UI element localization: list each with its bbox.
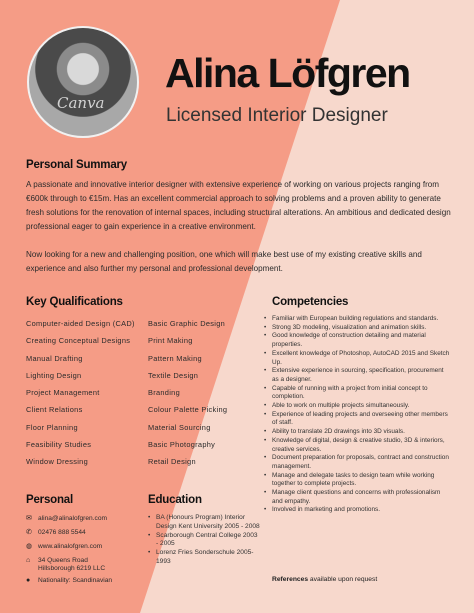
contact-phone[interactable] — [26, 529, 138, 537]
references-text: available upon request — [308, 576, 378, 583]
profile-photo — [27, 26, 139, 138]
qualifications-right-column — [148, 315, 227, 471]
competency-item: • Manage client questions and concerns with professionalism and empathy. — [262, 489, 452, 506]
education-heading: Education — [148, 494, 202, 506]
references-note — [272, 576, 377, 583]
qualification-item: Client Relations — [26, 405, 83, 415]
competency-item: • Familiar with European building regulations and standards. — [262, 315, 452, 324]
person-icon: ● — [26, 577, 31, 584]
contact-address-text: 34 Queens Road Hillsborough 6219 LLC — [38, 557, 106, 572]
qualification-item: Basic Graphic Design — [148, 319, 226, 328]
competency-item: • Good knowledge of construction detailing and material properties. — [262, 332, 452, 349]
competency-item: • Experience of leading projects and overseeing other members of staff. — [262, 411, 452, 428]
contact-phone-text: 02476 888 5544 — [38, 529, 86, 536]
qualification-item: Manual Drafting — [26, 353, 83, 363]
qualifications-left-column — [26, 315, 135, 471]
qualification-item: Lighting Design — [26, 370, 82, 380]
education-item: • BA (Honours Program) Interior Design Kent University 2005 - 2008 — [148, 514, 260, 532]
competency-item: • Ability to translate 2D drawings into 3D visuals. — [262, 428, 452, 437]
contact-nationality — [26, 577, 138, 585]
candidate-title: Licensed Interior Designer — [166, 105, 388, 126]
location-icon: ⌂ — [26, 557, 31, 564]
qualification-item: Colour Palette Picking — [148, 405, 228, 415]
education-list — [148, 514, 260, 567]
competency-item: • Extensive experience in sourcing, specification, procurement as a designer. — [262, 367, 452, 384]
qualification-item: Retail Design — [148, 457, 196, 467]
summary-paragraph-2: Now looking for a new and challenging position, one which will make best use of my existing creative skills and experience and also further my personal and professional development. — [26, 250, 422, 273]
competency-item: • Excellent knowledge of Photoshop, AutoCAD 2015 and Sketch Up. — [262, 350, 452, 367]
competencies-heading: Competencies — [272, 296, 349, 308]
phone-icon: ✆ — [26, 529, 32, 536]
envelope-icon: ✉ — [26, 515, 32, 522]
photo-watermark: Canva — [57, 94, 105, 112]
qualification-item: Creating Conceptual Designs — [26, 336, 131, 346]
personal-heading: Personal — [26, 494, 73, 506]
competency-item: • Document preparation for proposals, contract and construction management. — [262, 454, 452, 471]
qualification-item: Print Making — [148, 336, 193, 346]
competency-item: • Capable of running with a project from initial concept to completion. — [262, 385, 452, 402]
contact-email[interactable] — [26, 515, 138, 523]
contact-website-text: www.alinalofgren.com — [38, 543, 103, 550]
personal-contact-list — [26, 515, 138, 585]
competency-item: • Involved in marketing and promotions. — [262, 506, 452, 515]
contact-address — [26, 557, 138, 573]
contact-website[interactable] — [26, 543, 138, 551]
qualification-item: Floor Planning — [26, 422, 78, 432]
qualification-item: Material Sourcing — [148, 422, 211, 432]
contact-email-text: alina@alinalofgren.com — [38, 515, 108, 522]
competency-item: • Manage and delegate tasks to design team while working together to complete projects. — [262, 472, 452, 489]
qualifications-heading: Key Qualifications — [26, 296, 123, 308]
qualification-item: Textile Design — [148, 370, 199, 380]
qualification-item: Computer-aided Design (CAD) — [26, 319, 135, 328]
competency-item: • Able to work on multiple projects simultaneously. — [262, 402, 452, 411]
references-label: References — [272, 576, 309, 583]
qualification-item: Window Dressing — [26, 457, 89, 467]
summary-paragraph-1: A passionate and innovative interior designer with extensive experience of working on various projects ranging from €600k through to €15m. Has an excellent commercial approach to solving problems and a proven ability to generate fresh solutions for the renovation of internal spaces, including structural alterations. An ambitious and dedicated design professional eager to gain experience in a creative environment. — [26, 180, 451, 231]
summary-heading: Personal Summary — [26, 159, 127, 171]
competency-item: • Strong 3D modeling, visualization and animation skills. — [262, 324, 452, 333]
qualification-item: Branding — [148, 388, 180, 398]
contact-nationality-text: Nationality: Scandinavian — [38, 577, 113, 584]
qualification-item: Pattern Making — [148, 353, 202, 363]
competency-item: • Knowledge of digital, design & creative studio, 3D & interiors, creative services. — [262, 437, 452, 454]
qualification-item: Project Management — [26, 388, 100, 398]
education-item: • Scarborough Central College 2003 - 2005 — [148, 532, 260, 550]
competencies-list — [262, 315, 452, 515]
education-item: • Lorenz Fries Sonderschule 2005-1993 — [148, 549, 260, 567]
globe-icon: ◍ — [26, 543, 33, 550]
qualification-item: Feasibility Studies — [26, 440, 92, 450]
candidate-name: Alina Löfgren — [165, 50, 410, 96]
qualification-item: Basic Photography — [148, 440, 216, 450]
